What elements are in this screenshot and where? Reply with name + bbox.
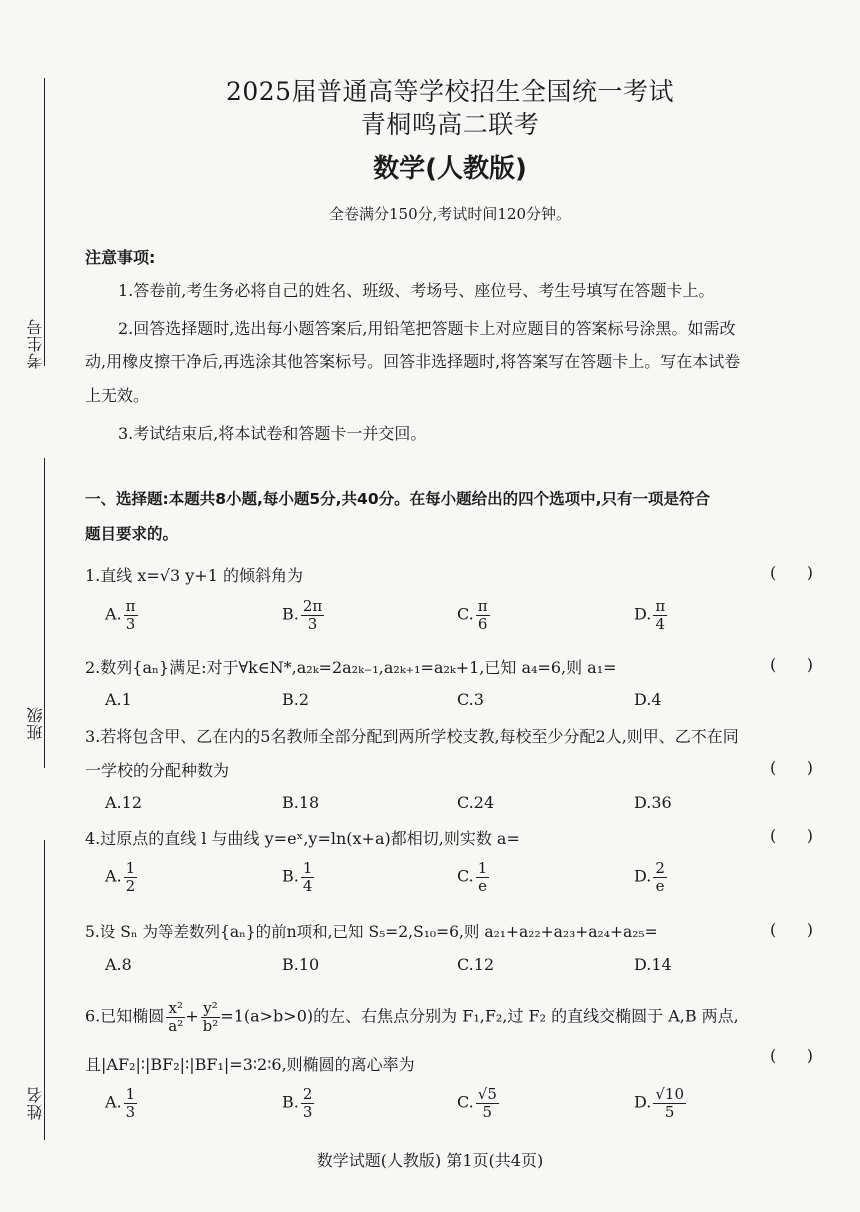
question-3-stem: 3.若将包含甲、乙在内的5名教师全部分配到两所学校支教,每校至少分配2人,则甲、乙不在同 — [85, 727, 739, 746]
option-d: D. $\frac{\pi}{4}$ — [634, 597, 666, 633]
option-c: C. $\frac{√5}{5}$ — [457, 1085, 497, 1121]
option-b: B. $\frac{2\pi}{3}$ — [282, 597, 323, 633]
section-heading: 一、选择题:本题共8小题,每小题5分,共40分。在每小题给出的四个选项中,只有一项是符合 — [85, 490, 711, 508]
answer-bracket: ( ) — [770, 1046, 813, 1065]
exam-meta: 全卷满分150分,考试时间120分钟。 — [328, 205, 572, 223]
subject-title: 数学(人教版) — [373, 154, 527, 184]
notes-heading: 注意事项: — [85, 248, 156, 267]
option-d: D.4 — [634, 690, 662, 709]
name-label: 姓名 — [26, 1086, 45, 1120]
exam-subtitle: 青桐鸣高二联考 — [360, 110, 540, 139]
option-b: B.2 — [282, 690, 310, 709]
option-c: C.24 — [457, 793, 495, 812]
answer-bracket: ( ) — [770, 826, 813, 845]
option-a: A. $\frac{\pi}{3}$ — [105, 597, 136, 633]
note-line: 2.回答选择题时,选出每小题答案后,用铅笔把答题卡上对应题目的答案标号涂黑。如需改 — [118, 319, 736, 338]
option-d: D. $\frac{√10}{5}$ — [634, 1085, 684, 1121]
option-d: D.14 — [634, 955, 672, 974]
class-label: 班级 — [26, 706, 45, 740]
option-a: A. $\frac{1}{2}$ — [105, 859, 136, 895]
option-b: B.10 — [282, 955, 320, 974]
answer-bracket: ( ) — [770, 758, 813, 777]
question-5-stem: 5.设 Sₙ 为等差数列{aₙ}的前n项和,已知 S₅=2,S₁₀=6,则 a₂₁+a₂₂+a₂₃+a₂₄+a₂₅= — [85, 923, 658, 941]
note-line: 1.答卷前,考生务必将自己的姓名、班级、考场号、座位号、考生号填写在答题卡上。 — [118, 281, 715, 300]
answer-bracket: ( ) — [770, 920, 813, 939]
option-c: C.3 — [457, 690, 484, 709]
option-a: A.1 — [105, 690, 132, 709]
question-2-stem: 2.数列{aₙ}满足:对于∀k∈N*,a₂ₖ=2a₂ₖ₋₁,a₂ₖ₊₁=a₂ₖ+1,已知 a₄=6,则 a₁= — [85, 658, 617, 677]
option-a: A.12 — [105, 793, 142, 812]
question-4-stem: 4.过原点的直线 l 与曲线 y=eˣ,y=ln(x+a)都相切,则实数 a= — [85, 829, 520, 848]
option-a: A. $\frac{1}{3}$ — [105, 1085, 136, 1121]
question-1-stem: 1.直线 x=√3 y+1 的倾斜角为 — [85, 566, 303, 585]
option-b: B. $\frac{2}{3}$ — [282, 1085, 313, 1121]
question-6-stem: 6.已知椭圆 $\frac{\text{x²}}{\text{a²}}$ + $\frac{\text{y²}}{\text{b²}}$ =1(a>b>0)的左、右焦点分别为 F₁,F₂,过 F₂ 的直线交椭圆于 A,B 两点, — [85, 999, 739, 1035]
exam-number-label: 考生号 — [26, 318, 45, 369]
option-c: C.12 — [457, 955, 495, 974]
exam-title: 2025届普通高等学校招生全国统一考试 — [225, 77, 675, 106]
option-d: D. $\frac{2}{e}$ — [634, 859, 665, 895]
section-heading-cont: 题目要求的。 — [85, 525, 179, 543]
note-line: 3.考试结束后,将本试卷和答题卡一并交回。 — [118, 424, 427, 443]
option-b: B.18 — [282, 793, 320, 812]
page-footer: 数学试题(人教版) 第1页(共4页) — [316, 1151, 544, 1170]
question-6-stem-cont: 且|AF₂|∶|BF₂|∶|BF₁|=3∶2∶6,则椭圆的离心率为 — [85, 1055, 415, 1074]
note-line: 上无效。 — [85, 386, 150, 405]
answer-bracket: ( ) — [770, 563, 813, 582]
option-c: C. $\frac{1}{e}$ — [457, 859, 488, 895]
answer-bracket: ( ) — [770, 655, 813, 674]
note-line: 动,用橡皮擦干净后,再选涂其他答案标号。回答非选择题时,将答案写在答题卡上。写在本试卷 — [85, 352, 741, 371]
option-c: C. $\frac{\pi}{6}$ — [457, 597, 488, 633]
question-3-stem-cont: 一学校的分配种数为 — [85, 761, 230, 780]
option-b: B. $\frac{1}{4}$ — [282, 859, 313, 895]
option-a: A.8 — [105, 955, 132, 974]
option-d: D.36 — [634, 793, 672, 812]
